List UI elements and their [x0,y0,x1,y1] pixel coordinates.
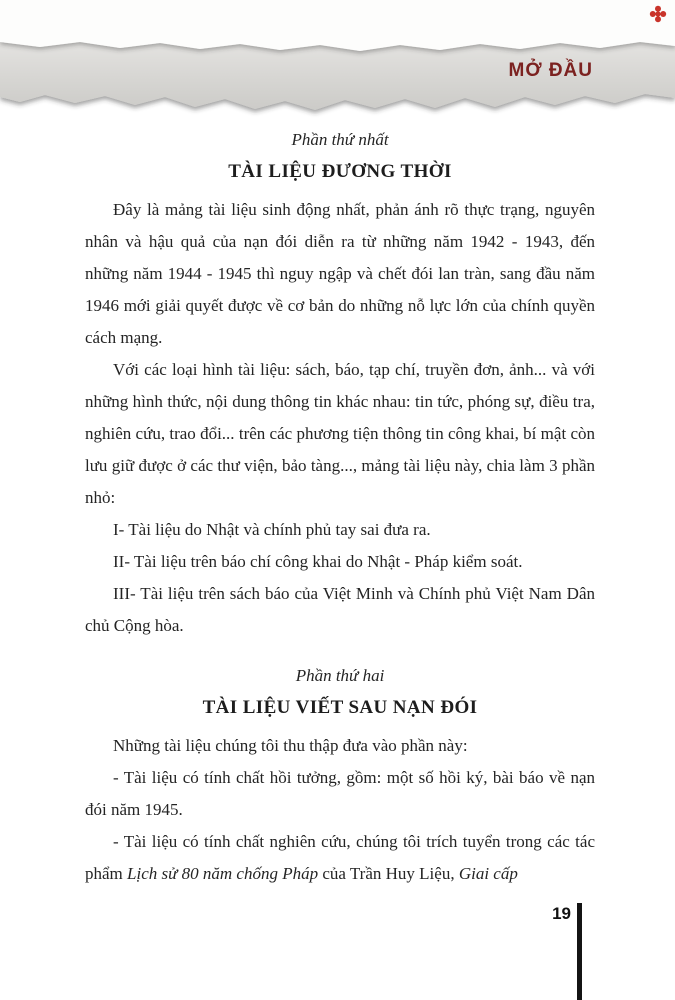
paragraph: Những tài liệu chúng tôi thu thập đưa vào phần này: [113,736,468,755]
part-2-title: TÀI LIỆU VIẾT SAU NẠN ĐÓI [202,697,478,718]
flower-icon [649,5,667,23]
book-title-italic: Giai cấp [458,864,518,883]
list-item-3: III- Tài liệu trên sách báo của Việt Minh và Chính phủ Việt Nam Dân chủ Cộng hòa. [85,584,595,635]
paragraph: Đây là mảng tài liệu sinh động nhất, phản ánh rõ thực trạng, nguyên nhân và hậu quả của nạn đói diễn ra từ những năm 1942 - 1943, đến những năm 1944 - 1945 thì nguy ngập và chết đói lan tràn, sang đầu năm 1946 mới giải quyết được về cơ bản do những nỗ lực lớn của chính quyền cách mạng. [85,200,595,347]
running-header-title: MỞ ĐẦU [508,60,593,81]
page-number: 19 [552,904,571,923]
text-run: của Trần Huy Liệu, [318,864,459,883]
footer-vertical-bar [577,903,582,1000]
section-part-1 [85,128,595,642]
book-title-italic: Lịch sử 80 năm chống Pháp [127,864,319,883]
part-1-subtitle: Phần thứ nhất [291,130,389,149]
text-run: - Tài liệu có tính chất nghiên cứu, chúng tôi trích tuyển trong các tác phẩm [85,832,595,883]
part-2-subtitle: Phần thứ hai [295,666,385,685]
paragraph: Với các loại hình tài liệu: sách, báo, tạp chí, truyền đơn, ảnh... và với những hình thức, nội dung thông tin khác nhau: tin tức, phóng sự, điều tra, nghiên cứu, trao đổi... trên các phương tiện thông tin công khai, bí mật còn lưu giữ được ở các thư viện, bảo tàng..., mảng tài liệu này, chia làm 3 phần nhỏ: [85,360,595,507]
paragraph-with-book-titles [85,826,595,890]
list-item-2: II- Tài liệu trên báo chí công khai do Nhật - Pháp kiểm soát. [113,552,523,571]
page-content [85,128,595,890]
torn-paper-white-strip [0,0,675,51]
list-item-1: I- Tài liệu do Nhật và chính phủ tay sai đưa ra. [113,520,431,539]
part-1-title: TÀI LIỆU ĐƯƠNG THỜI [228,161,452,182]
paragraph: - Tài liệu có tính chất hồi tưởng, gồm: một số hồi ký, bài báo về nạn đói năm 1945. [85,768,595,819]
section-part-2 [85,664,595,890]
